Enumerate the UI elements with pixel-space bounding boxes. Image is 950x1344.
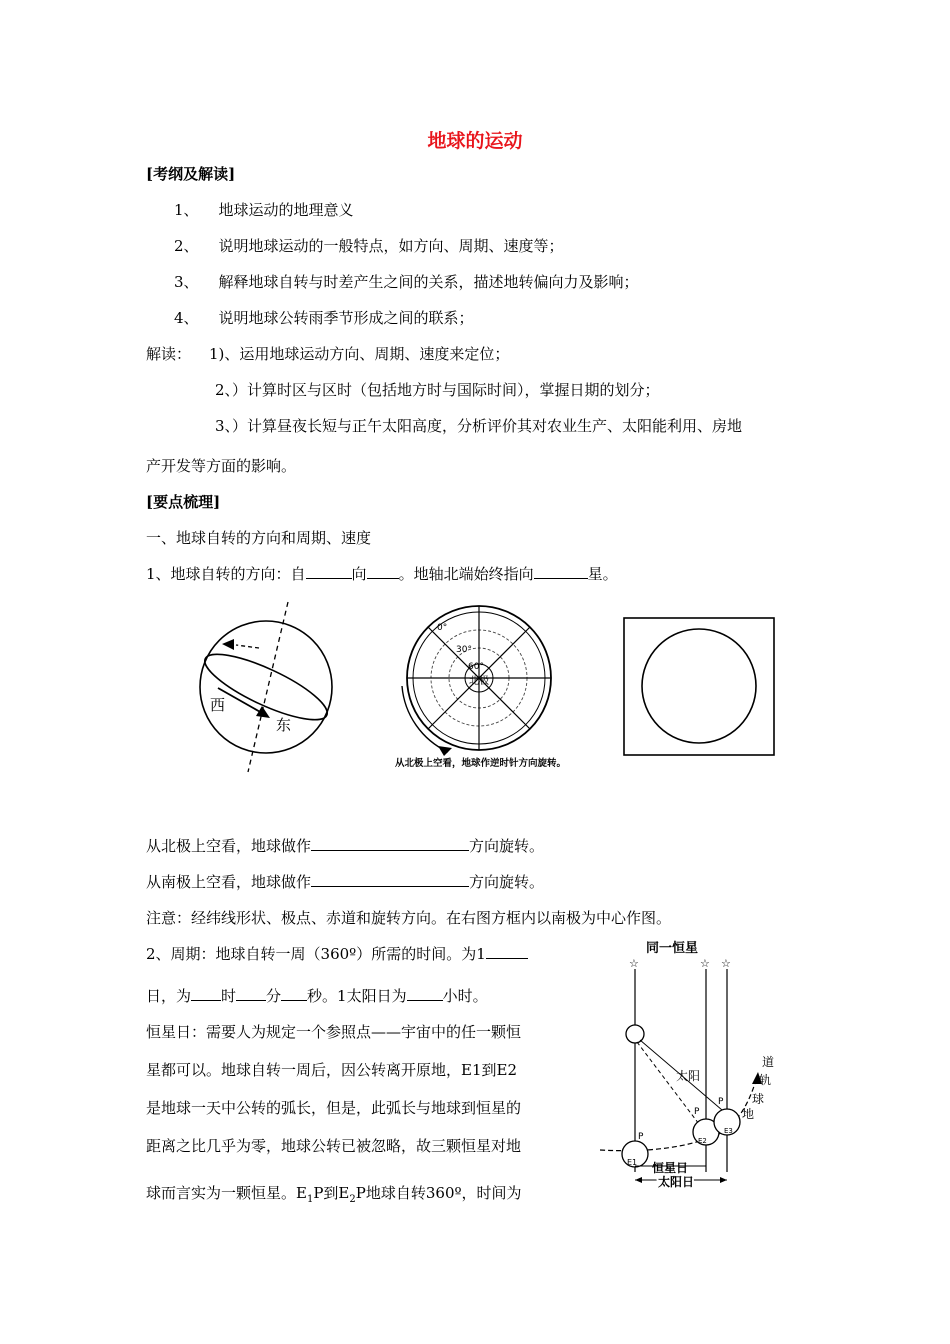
south-view-question: 从南极上空看，地球做作 方向旋转。 (146, 873, 545, 891)
interp-line-1 (146, 344, 509, 364)
sidereal-line-3: 是地球一天中公转的弧长，但是，此弧长与地球到恒星的 (146, 1099, 522, 1117)
outline-item-4 (174, 308, 474, 328)
item-num: 4、 (174, 309, 199, 327)
e3-label: E3 (724, 1127, 733, 1135)
rotation-arrow-back (236, 645, 259, 648)
sidereal-day-diagram (594, 932, 790, 1200)
p-label: P (718, 1097, 724, 1107)
answer-blank[interactable] (281, 986, 307, 1001)
answer-blank[interactable] (407, 986, 443, 1001)
frame (624, 618, 774, 755)
interp-line-3: 3、）计算昼夜长短与正午太阳高度，分析评价其对农业生产、太阳能利用、房地 (215, 417, 743, 435)
north-pole-label: 北极 (469, 676, 489, 687)
sidereal-line-1: 恒星日：需要人为规定一个参照点——宇宙中的任一颗恒 (146, 1023, 522, 1041)
bracket-arrow (635, 1177, 642, 1183)
globe-outline (200, 621, 332, 753)
interp-label: 解读： (146, 345, 192, 363)
star-icon: ☆ (629, 957, 639, 970)
points-heading: [要点梳理] (146, 493, 221, 511)
item-num: 3、 (174, 273, 199, 291)
south-pole-drawing-box[interactable] (622, 616, 777, 758)
answer-blank[interactable] (311, 872, 469, 887)
item-text: 地球运动的地理意义 (218, 201, 354, 219)
answer-blank[interactable] (534, 564, 588, 579)
answer-blank[interactable] (191, 986, 221, 1001)
p-label: P (638, 1132, 644, 1142)
item-text: 说明地球运动的一般特点，如方向、周期、速度等； (218, 237, 564, 255)
orbit-label: 球 (752, 1092, 765, 1106)
item-num: 2、 (174, 237, 199, 255)
sidereal-line-5: 球而言实为一颗恒星。$E_1P$到$E_2P$地球自转360º，时间为 (146, 1184, 522, 1205)
empty-globe-circle (642, 629, 756, 743)
star-icon: ☆ (721, 957, 731, 970)
outline-item-1 (174, 200, 354, 220)
arc-arrow-head (438, 746, 452, 756)
same-star-label: 同一恒星 (646, 941, 699, 956)
sidereal-day-label: 恒星日 (652, 1161, 689, 1175)
earth-axis (248, 602, 288, 772)
north-pole-view-figure (392, 598, 592, 778)
lat-60-label: 60° (468, 662, 484, 672)
question-direction: 1、地球自转的方向：自 向 。地轴北端始终指向 星。 (146, 565, 618, 583)
arrow-head (222, 639, 234, 650)
answer-blank[interactable] (306, 564, 352, 579)
orbit-label: 地 (742, 1107, 755, 1121)
lat-0-label: 0° (437, 623, 448, 633)
interp-line-4: 产开发等方面的影响。 (146, 457, 297, 475)
item-text: 解释地球自转与时差产生之间的关系，描述地转偏向力及影响； (218, 273, 639, 291)
sun-icon (626, 1025, 644, 1043)
interp-line-2: 2、）计算时区与区时（包括地方时与国际时间），掌握日期的划分； (215, 381, 660, 399)
answer-blank[interactable] (236, 986, 266, 1001)
equator-ellipse (198, 642, 335, 731)
e1-label: E1 (627, 1158, 638, 1167)
interp-text: 1)、运用地球运动方向、周期、速度来定位； (209, 345, 510, 363)
item-num: 1、 (174, 201, 199, 219)
sidereal-line-4: 距离之比几乎为零，地球公转已被忽略，故三颗恒星对地 (146, 1137, 522, 1155)
sidereal-line-2: 星都可以。地球自转一周后，因公转离开原地，E1到E2 (146, 1061, 517, 1079)
orbit-label: 轨 (759, 1073, 772, 1087)
bracket-arrow (720, 1177, 727, 1183)
orbit-label: 道 (762, 1055, 775, 1069)
solar-day-label: 太阳日 (658, 1175, 695, 1189)
item-text: 说明地球公转雨季节形成之间的联系； (218, 309, 474, 327)
north-view-question: 从北极上空看，地球做作 方向旋转。 (146, 837, 545, 855)
star-icon: ☆ (700, 957, 710, 970)
outline-heading: [考纲及解读] (146, 165, 236, 183)
lat-30-label: 30° (456, 645, 472, 655)
answer-blank[interactable] (367, 564, 399, 579)
page-title: 地球的运动 (427, 130, 523, 152)
period-question-line-2: 日，为 时 分 秒。1太阳日为 小时。 (146, 987, 488, 1005)
answer-blank[interactable] (486, 944, 528, 959)
answer-blank[interactable] (311, 836, 469, 851)
period-question-line-1: 2、周期：地球自转一周（360º）所需的时间。为1 (146, 944, 528, 964)
outline-item-2 (174, 236, 564, 256)
e2-label: E2 (698, 1137, 707, 1145)
outline-item-3 (174, 272, 639, 292)
east-label: 东 (276, 716, 292, 734)
p-label: P (694, 1107, 700, 1117)
west-label: 西 (210, 696, 226, 714)
section-1-heading: 一、地球自转的方向和周期、速度 (146, 529, 372, 547)
tilted-globe-figure (196, 600, 346, 775)
sun-label: 太阳 (676, 1069, 701, 1083)
note-text: 注意：经纬线形状、极点、赤道和旋转方向。在右图方框内以南极为中心作图。 (146, 909, 672, 927)
figure-caption: 从北极上空看，地球作逆时针方向旋转。 (395, 758, 567, 769)
